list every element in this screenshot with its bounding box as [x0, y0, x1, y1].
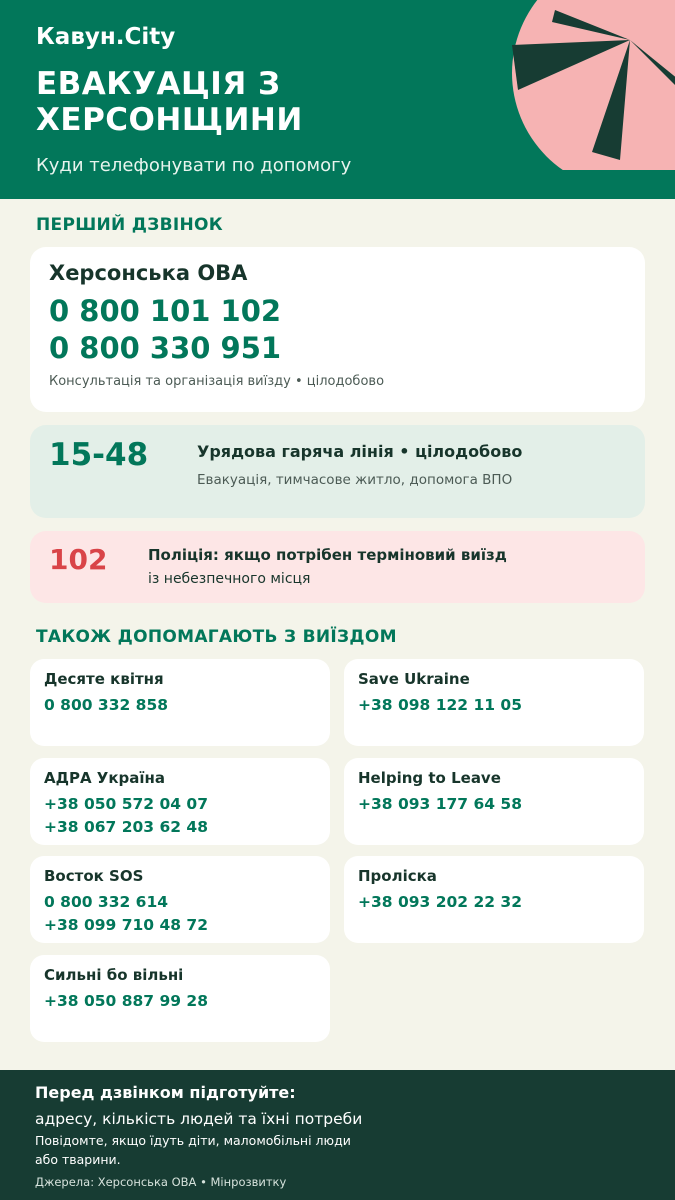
- police-number[interactable]: 102: [49, 543, 108, 576]
- police-title: Поліція: якщо потрібен терміновий виїзд: [148, 546, 507, 564]
- hotline-description: Евакуація, тимчасове житло, допомога ВПО: [197, 472, 513, 488]
- org-phone[interactable]: +38 050 887 99 28: [44, 992, 208, 1010]
- footer-prepare-text: адресу, кількість людей та їхні потреби: [35, 1110, 363, 1128]
- org-name: Проліска: [358, 867, 437, 885]
- org-name: Сильні бо вільні: [44, 966, 184, 984]
- hotline-number[interactable]: 15-48: [49, 437, 149, 473]
- title-line-1: ЕВАКУАЦІЯ З: [36, 66, 281, 102]
- org-phone[interactable]: 0 800 332 614: [44, 893, 169, 911]
- header-banner: [0, 0, 675, 199]
- org-phone[interactable]: +38 067 203 62 48: [44, 818, 208, 836]
- police-card: [30, 531, 645, 603]
- org-name: АДРА Україна: [44, 769, 166, 787]
- government-hotline-card: [30, 425, 645, 518]
- footer-panel: [0, 1070, 675, 1200]
- org-name: Helping to Leave: [358, 769, 501, 787]
- org-phone[interactable]: +38 098 122 11 05: [358, 696, 522, 714]
- also-help-label: ТАКОЖ ДОПОМАГАЮТЬ З ВИЇЗДОМ: [36, 627, 397, 647]
- ova-phone-2[interactable]: 0 800 330 951: [49, 331, 282, 365]
- org-name: Save Ukraine: [358, 670, 470, 688]
- footer-note: Повідомте, якщо їдуть діти, маломобільні люди або тварини.: [35, 1133, 351, 1167]
- org-card-adra-ukraine: [30, 758, 330, 845]
- page-subtitle: Куди телефонувати по допомогу: [36, 155, 352, 176]
- org-phone[interactable]: +38 093 177 64 58: [358, 795, 522, 813]
- org-phone[interactable]: 0 800 332 858: [44, 696, 169, 714]
- org-card-helping-to-leave: [344, 758, 644, 845]
- org-card-vostok-sos: [30, 856, 330, 943]
- org-name: Восток SOS: [44, 867, 144, 885]
- ova-phone-1[interactable]: 0 800 101 102: [49, 294, 282, 328]
- org-phone[interactable]: +38 050 572 04 07: [44, 795, 208, 813]
- footer-title: Перед дзвінком підготуйте:: [35, 1083, 296, 1102]
- org-name: Десяте квітня: [44, 670, 164, 688]
- org-phone[interactable]: +38 099 710 48 72: [44, 916, 208, 934]
- title-line-2: ХЕРСОНЩИНИ: [36, 102, 303, 138]
- hotline-title: Урядова гаряча лінія • цілодобово: [197, 442, 523, 461]
- brand-logo[interactable]: Кавун.City: [36, 24, 176, 50]
- org-phone[interactable]: +38 093 202 22 32: [358, 893, 522, 911]
- first-call-label: ПЕРШИЙ ДЗВІНОК: [36, 215, 223, 235]
- org-card-save-ukraine: [344, 659, 644, 746]
- ova-name: Херсонська ОВА: [49, 261, 248, 285]
- org-card-proliska: [344, 856, 644, 943]
- watermelon-slice-icon: [510, 0, 675, 170]
- police-description: із небезпечного місця: [148, 571, 311, 587]
- org-card-sylni-bo-vilni: [30, 955, 330, 1042]
- first-call-card: [30, 247, 645, 412]
- page-title: [36, 66, 303, 138]
- ova-description: Консультація та організація виїзду • цілодобово: [49, 374, 385, 389]
- org-card-desiate-kvitnia: [30, 659, 330, 746]
- footer-sources: Джерела: Херсонська ОВА • Мінрозвитку: [35, 1175, 287, 1189]
